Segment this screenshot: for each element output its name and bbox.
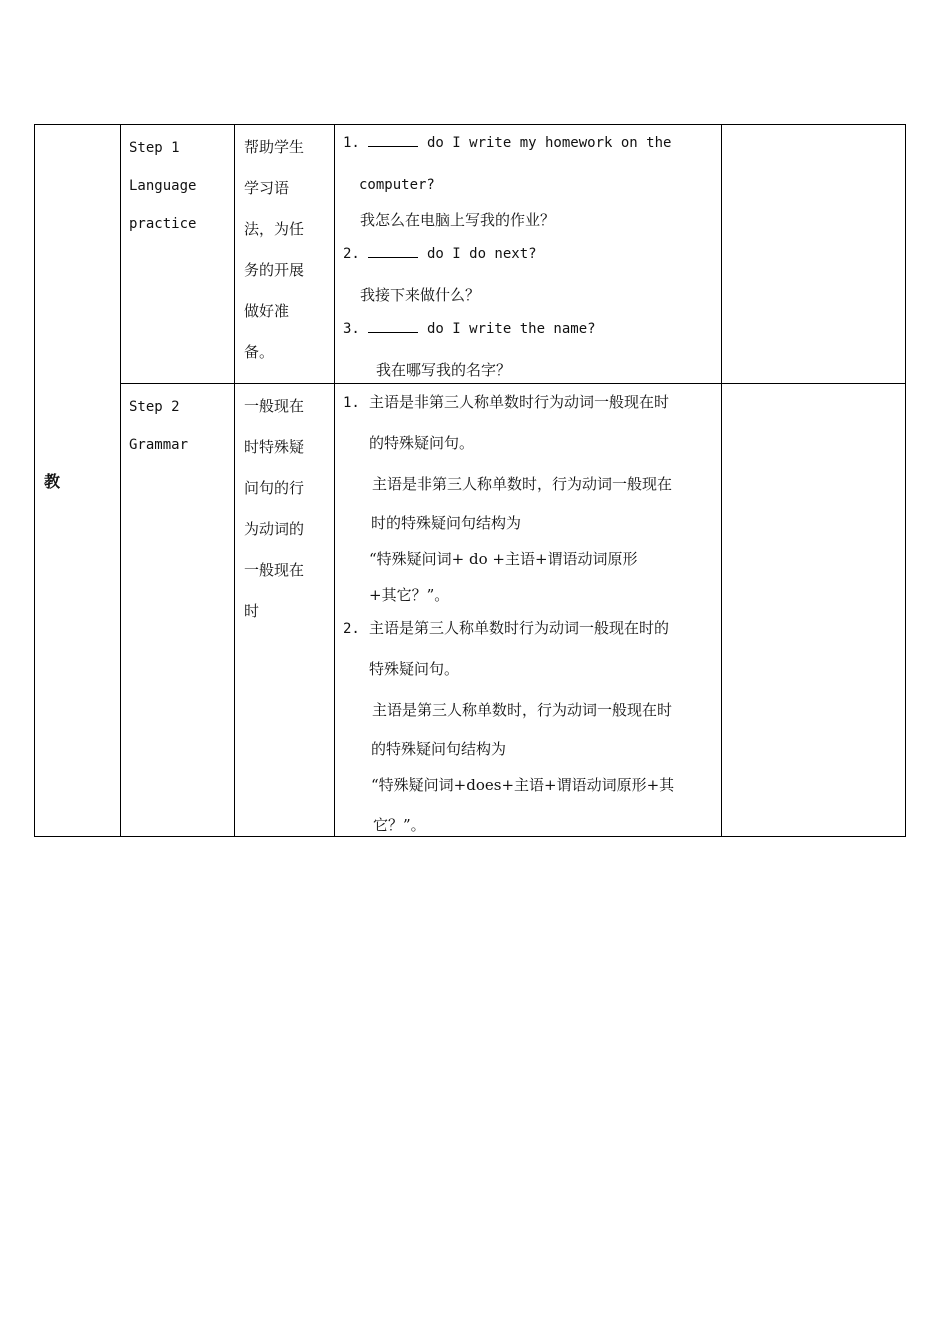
note-cell: [722, 384, 906, 837]
grammar-structure: “特殊疑问词+ do +主语+谓语动词原形: [369, 550, 638, 568]
question-item: 3. do I write the name?: [343, 315, 717, 353]
step-title: Step 1: [129, 140, 180, 156]
step-name: Language: [129, 178, 197, 194]
grammar-structure: “特殊疑问词+does+主语+谓语动词原形+其: [371, 776, 675, 794]
goal-line: 帮助学生: [244, 138, 305, 156]
grammar-point: 2. 主语是第三人称单数时行为动词一般现在时的: [343, 619, 670, 637]
goal-line: 一般现在: [244, 397, 305, 415]
question-continuation: computer?: [359, 177, 435, 193]
grammar-point-continuation: 特殊疑问句。: [369, 660, 460, 678]
question-translation: 我怎么在电脑上写我的作业？: [360, 211, 556, 229]
stage-label: 教: [44, 472, 61, 491]
grammar-explanation: 主语是第三人称单数时，行为动词一般现在时: [372, 701, 673, 719]
goal-cell: [235, 125, 335, 384]
goal-line: 法，为任: [244, 220, 305, 238]
content-cell: [335, 384, 722, 837]
note-cell: [722, 125, 906, 384]
answer-blank: [368, 243, 418, 258]
grammar-point-continuation: 的特殊疑问句。: [369, 434, 475, 452]
answer-blank: [368, 318, 418, 333]
step-cell: [121, 125, 235, 384]
goal-line: 务的开展: [244, 261, 305, 279]
grammar-structure: 它？”。: [373, 816, 426, 834]
answer-blank: [368, 132, 418, 147]
goal-line: 问句的行: [244, 479, 305, 497]
goal-line: 做好准: [244, 302, 290, 320]
step-name: practice: [129, 216, 197, 232]
goal-line: 为动词的: [244, 520, 305, 538]
step-title: Step 2: [129, 399, 180, 415]
question-item: 1. do I write my homework on the: [343, 129, 717, 167]
step-cell: [121, 384, 235, 837]
stage-cell: [35, 125, 121, 837]
step-name: Grammar: [129, 437, 189, 453]
goal-line: 时特殊疑: [244, 438, 305, 456]
question-item: 2. do I do next?: [343, 240, 717, 278]
question-translation: 我接下来做什么？: [360, 286, 481, 304]
grammar-structure: +其它？”。: [369, 586, 450, 604]
goal-cell: [235, 384, 335, 837]
question-translation: 我在哪写我的名字？: [376, 361, 512, 379]
goal-line: 时: [244, 602, 260, 620]
goal-line: 备。: [244, 343, 275, 361]
table-row: [35, 125, 906, 384]
grammar-explanation: 的特殊疑问句结构为: [371, 740, 507, 758]
goal-line: 学习语: [244, 179, 290, 197]
grammar-explanation: 主语是非第三人称单数时，行为动词一般现在: [372, 475, 673, 493]
goal-line: 一般现在: [244, 561, 305, 579]
grammar-point: 1. 主语是非第三人称单数时行为动词一般现在时: [343, 393, 670, 411]
lesson-plan-table: [34, 124, 906, 837]
grammar-explanation: 时的特殊疑问句结构为: [371, 514, 522, 532]
content-cell: [335, 125, 722, 384]
table-row: [35, 384, 906, 837]
